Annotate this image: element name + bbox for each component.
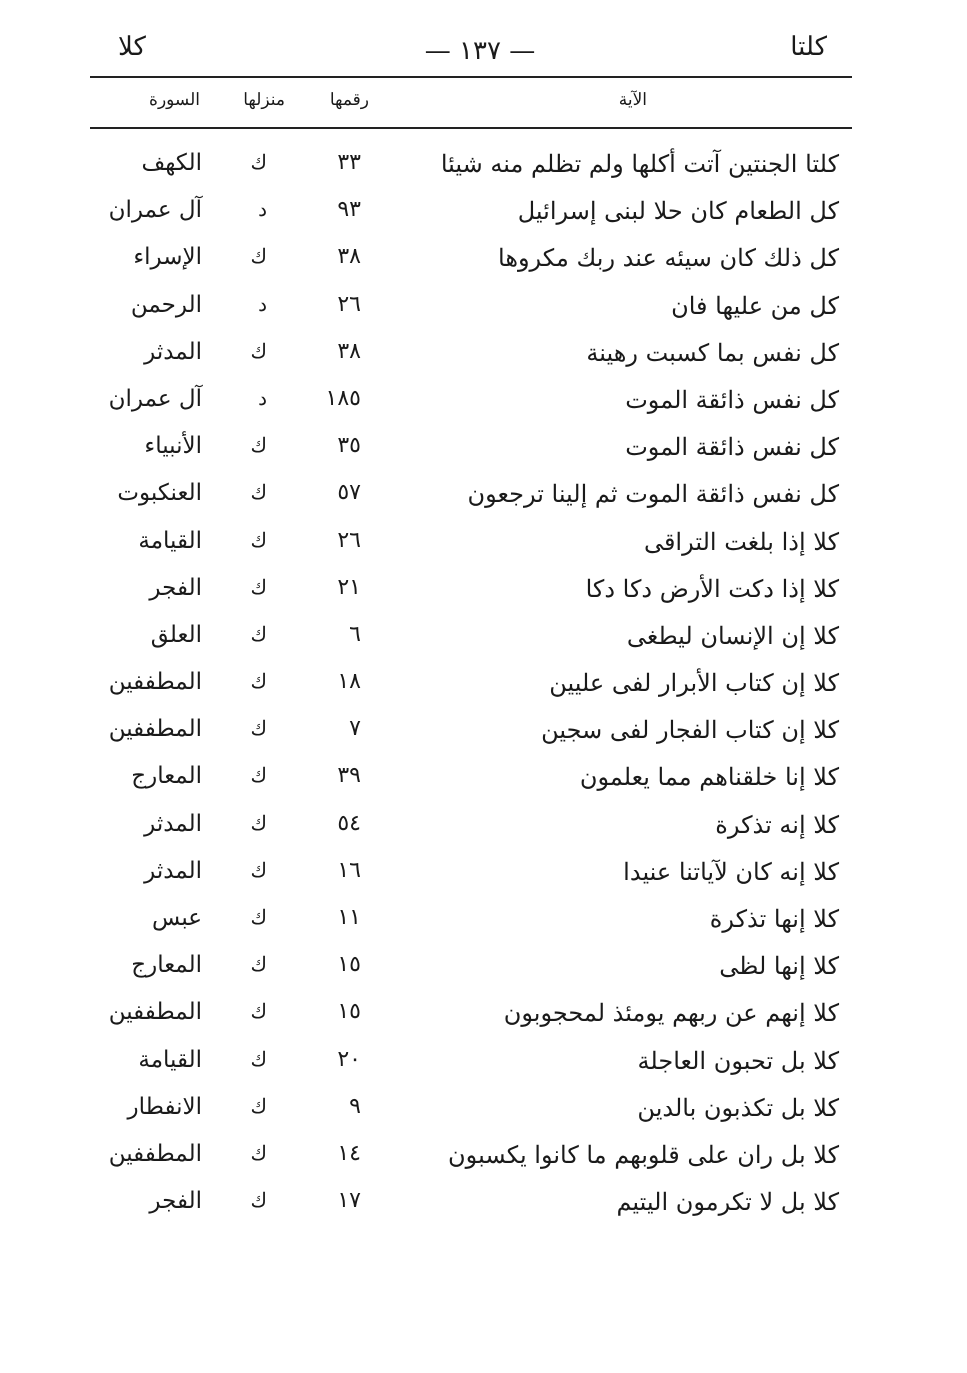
verse-number: ١٦ <box>337 857 361 883</box>
verse-number: ٣٨ <box>337 244 361 270</box>
verse-number: ١٧ <box>337 1188 361 1214</box>
table-row <box>0 197 967 244</box>
surah-name: الفجر <box>149 574 202 601</box>
table-row <box>0 433 967 480</box>
table-row <box>0 669 967 716</box>
verse-number: ٣٣ <box>337 150 361 175</box>
verse-text: كلا بل ران على قلوبهم ما كانوا يكسبون <box>448 1140 839 1169</box>
verse-number: ٢٦ <box>337 527 361 553</box>
revelation-place: ك <box>250 999 267 1024</box>
verse-text: كلا إذا دكت الأرض دكا دكا <box>585 574 839 603</box>
revelation-place: ك <box>250 1140 267 1165</box>
verse-number: ٥٤ <box>337 810 361 836</box>
surah-name: المطففين <box>108 1140 202 1167</box>
verse-text: كلا بل تحبون العاجلة <box>637 1046 839 1075</box>
revelation-place: د <box>258 385 267 410</box>
revelation-place: ك <box>250 857 267 882</box>
table-row <box>0 905 967 952</box>
surah-name: القيامة <box>138 527 202 554</box>
header-divider <box>90 76 852 78</box>
table-row <box>0 952 967 999</box>
column-header-aya: الآية <box>618 90 647 110</box>
verse-number: ٣٩ <box>337 763 361 789</box>
index-table <box>0 150 967 1235</box>
revelation-place: ك <box>250 527 267 552</box>
table-row <box>0 386 967 433</box>
verse-number: ١٥ <box>337 952 361 978</box>
table-row <box>0 528 967 575</box>
verse-number: ١١ <box>337 905 361 930</box>
revelation-place: ك <box>250 1093 267 1118</box>
verse-text: كلا إنا خلقناهم مما يعلمون <box>579 763 839 792</box>
verse-number: ١٨ <box>337 669 361 695</box>
surah-name: الرحمن <box>130 291 202 318</box>
table-row <box>0 480 967 527</box>
verse-text: كلا إنه كان لآياتنا عنيدا <box>623 857 839 886</box>
verse-number: ٢٠ <box>337 1046 361 1072</box>
revelation-place: ك <box>250 905 267 929</box>
verse-text: كلا إذا بلغت التراقى <box>643 527 839 556</box>
table-row <box>0 1141 967 1188</box>
table-row <box>0 716 967 763</box>
verse-number: ٥٧ <box>337 480 361 506</box>
table-row <box>0 1047 967 1094</box>
table-row <box>0 763 967 810</box>
verse-text: كلا إن كتاب الأبرار لفى عليين <box>549 669 839 698</box>
verse-number: ١٨٥ <box>325 385 361 411</box>
verse-text: كل نفس ذائقة الموت <box>625 433 839 462</box>
table-row <box>0 575 967 622</box>
table-row <box>0 811 967 858</box>
revelation-place: ك <box>250 244 267 269</box>
surah-name: القيامة <box>138 1046 202 1073</box>
verse-text: كلا بل لا تكرمون اليتيم <box>616 1188 839 1217</box>
table-row <box>0 1188 967 1235</box>
surah-name: العنكبوت <box>117 480 202 507</box>
verse-text: كل نفس بما كسبت رهينة <box>586 338 839 367</box>
surah-name: العلق <box>150 621 202 648</box>
verse-text: كل من عليها فان <box>671 291 839 320</box>
surah-name: آل عمران <box>108 197 202 224</box>
revelation-place: ك <box>250 480 267 505</box>
page-number: — ١٣٧ — <box>424 36 536 66</box>
column-header-place: منزلها <box>243 90 285 110</box>
surah-name: الانفطار <box>127 1093 202 1120</box>
verse-text: كلتا الجنتين آتت أكلها ولم تظلم منه شيئا <box>440 150 839 178</box>
table-row <box>0 858 967 905</box>
verse-text: كل نفس ذائقة الموت <box>625 385 839 414</box>
revelation-place: ك <box>250 574 267 599</box>
header-guide-word-right: كلتا <box>790 32 827 62</box>
verse-text: كلا إنهم عن ربهم يومئذ لمحجوبون <box>503 999 839 1028</box>
revelation-place: ك <box>250 1046 267 1071</box>
column-header-surah: السورة <box>149 90 200 110</box>
revelation-place: ك <box>250 952 267 977</box>
surah-name: المعارج <box>131 952 202 979</box>
column-header-divider <box>90 127 852 129</box>
table-row <box>0 150 967 197</box>
verse-number: ٧ <box>349 716 361 742</box>
surah-name: المعارج <box>131 763 202 790</box>
verse-text: كل ذلك كان سيئه عند ربك مكروها <box>498 244 839 273</box>
surah-name: الأنبياء <box>144 433 202 460</box>
table-row <box>0 1094 967 1141</box>
surah-name: المطففين <box>108 716 202 743</box>
revelation-place: ك <box>250 621 267 646</box>
verse-number: ٩ <box>349 1093 361 1119</box>
revelation-place: ك <box>250 763 267 788</box>
surah-name: المدثر <box>144 338 202 365</box>
revelation-place: ك <box>250 810 267 835</box>
verse-text: كلا إنها تذكرة <box>709 905 839 933</box>
table-row <box>0 292 967 339</box>
verse-number: ٦ <box>349 621 361 647</box>
surah-name: المطففين <box>108 669 202 696</box>
revelation-place: ك <box>250 150 267 174</box>
revelation-place: د <box>258 291 267 316</box>
revelation-place: ك <box>250 433 267 458</box>
verse-number: ١٥ <box>337 999 361 1025</box>
column-header-number: رقمها <box>329 90 369 110</box>
surah-name: المدثر <box>144 810 202 837</box>
verse-number: ٢٦ <box>337 291 361 317</box>
verse-text: كل الطعام كان حلا لبنى إسرائيل <box>517 197 839 226</box>
surah-name: آل عمران <box>108 385 202 412</box>
verse-text: كلا إن الإنسان ليطغى <box>626 621 839 650</box>
surah-name: المدثر <box>144 857 202 884</box>
table-row <box>0 999 967 1046</box>
verse-number: ٣٨ <box>337 338 361 364</box>
verse-number: ٣٥ <box>337 433 361 459</box>
surah-name: المطففين <box>108 999 202 1026</box>
verse-text: كلا إنها لظى <box>719 952 839 981</box>
verse-text: كلا إنه تذكرة <box>715 810 839 839</box>
verse-number: ٩٣ <box>337 197 361 223</box>
verse-number: ٢١ <box>337 574 361 600</box>
revelation-place: ك <box>250 669 267 694</box>
verse-text: كل نفس ذائقة الموت ثم إلينا ترجعون <box>467 480 839 509</box>
surah-name: الفجر <box>149 1188 202 1215</box>
verse-text: كلا بل تكذبون بالدين <box>637 1093 839 1122</box>
verse-text: كلا إن كتاب الفجار لفى سجين <box>541 716 839 745</box>
table-row <box>0 339 967 386</box>
verse-number: ١٤ <box>337 1140 361 1166</box>
table-row <box>0 622 967 669</box>
surah-name: عبس <box>152 905 202 931</box>
revelation-place: ك <box>250 338 267 363</box>
table-row <box>0 244 967 291</box>
revelation-place: ك <box>250 716 267 741</box>
header-guide-word-left: كلا <box>118 32 146 62</box>
revelation-place: ك <box>250 1188 267 1213</box>
surah-name: الكهف <box>141 150 202 176</box>
revelation-place: د <box>258 197 267 222</box>
surah-name: الإسراء <box>133 244 202 271</box>
